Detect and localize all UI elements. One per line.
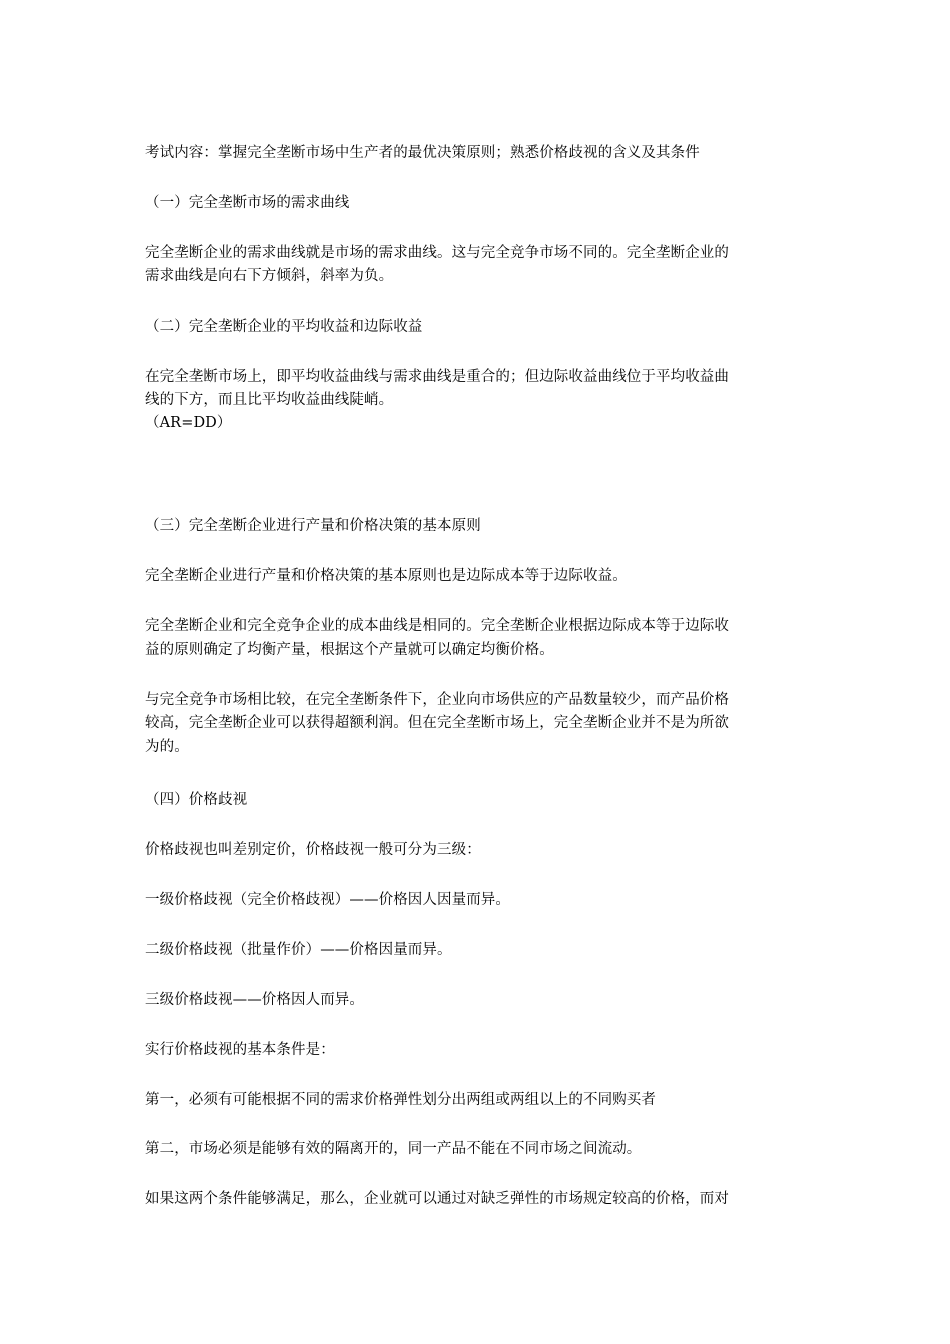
section4-conclusion-line1: 如果这两个条件能够满足，那么，企业就可以通过对缺乏弹性的市场规定较高的价格，而对 (145, 1191, 729, 1207)
section3-paragraph1: 完全垄断企业进行产量和价格决策的基本原则也是边际成本等于边际收益。 (145, 568, 627, 584)
section3-heading: （三）完全垄断企业进行产量和价格决策的基本原则 (145, 518, 481, 534)
section4-level3: 三级价格歧视——价格因人而异。 (145, 992, 364, 1008)
section2-paragraph-line2: 线的下方，而且比平均收益曲线陡峭。 (145, 392, 394, 408)
section1-paragraph-line2: 需求曲线是向右下方倾斜，斜率为负。 (145, 268, 394, 284)
section4-level1: 一级价格歧视（完全价格歧视）——价格因人因量而异。 (145, 892, 510, 908)
section2-paragraph-line1: 在完全垄断市场上，即平均收益曲线与需求曲线是重合的；但边际收益曲线位于平均收益曲 (145, 369, 729, 385)
section3-paragraph3-line2: 较高，完全垄断企业可以获得超额利润。但在完全垄断市场上，完全垄断企业并不是为所欲 (145, 715, 729, 731)
section4-level2: 二级价格歧视（批量作价）——价格因量而异。 (145, 942, 452, 958)
section1-paragraph-line1: 完全垄断企业的需求曲线就是市场的需求曲线。这与完全竞争市场不同的。完全垄断企业的 (145, 245, 729, 261)
section4-intro: 价格歧视也叫差别定价，价格歧视一般可分为三级： (145, 842, 481, 858)
section3-paragraph3-line3: 为的。 (145, 739, 189, 755)
section4-condition1: 第一，必须有可能根据不同的需求价格弹性划分出两组或两组以上的不同购买者 (145, 1092, 656, 1108)
exam-scope-text: 考试内容：掌握完全垄断市场中生产者的最优决策原则；熟悉价格歧视的含义及其条件 (145, 145, 700, 161)
section4-conditions-intro: 实行价格歧视的基本条件是： (145, 1042, 335, 1058)
section1-heading: （一）完全垄断市场的需求曲线 (145, 195, 350, 211)
section3-paragraph2-line2: 益的原则确定了均衡产量，根据这个产量就可以确定均衡价格。 (145, 642, 554, 658)
section4-condition2: 第二，市场必须是能够有效的隔离开的，同一产品不能在不同市场之间流动。 (145, 1141, 642, 1157)
section3-paragraph2-line1: 完全垄断企业和完全竞争企业的成本曲线是相同的。完全垄断企业根据边际成本等于边际收 (145, 618, 729, 634)
section2-heading: （二）完全垄断企业的平均收益和边际收益 (145, 319, 423, 335)
section3-paragraph3-line1: 与完全竞争市场相比较，在完全垄断条件下，企业向市场供应的产品数量较少，而产品价格 (145, 692, 729, 708)
section2-formula: （AR=DD） (145, 415, 232, 431)
section4-heading: （四）价格歧视 (145, 792, 248, 808)
